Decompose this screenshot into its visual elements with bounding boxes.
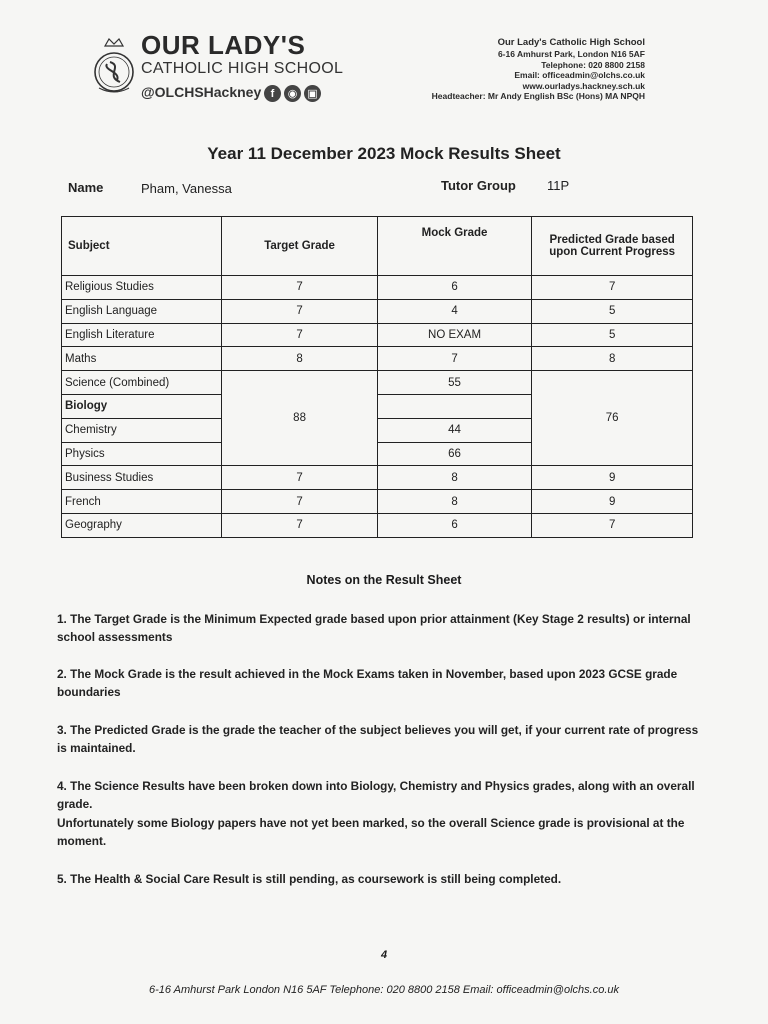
- note-2: 2. The Mock Grade is the result achieved in the Mock Exams taken in November, based upon 2023 GCSE grade boundaries: [57, 667, 678, 699]
- contact-block: [432, 36, 645, 102]
- instagram-icon: ▣: [304, 85, 321, 102]
- table-row: [62, 276, 693, 300]
- subject-cell: Religious Studies: [62, 276, 222, 300]
- subject-cell: Maths: [62, 347, 222, 371]
- subject-cell: Chemistry: [62, 418, 222, 442]
- subject-cell: English Literature: [62, 323, 222, 347]
- mock-grade-cell: 4: [377, 299, 531, 323]
- note-1: 1. The Target Grade is the Minimum Expected grade based upon prior attainment (Key Stage 2 results) or internal school assessments: [57, 612, 691, 644]
- predicted-grade-cell: 9: [532, 466, 693, 490]
- target-grade-cell: 7: [222, 490, 377, 514]
- table-row: [62, 323, 693, 347]
- note-4: 4. The Science Results have been broken down into Biology, Chemistry and Physics grades, along with an overall grade.: [57, 779, 695, 811]
- social-icons: [264, 85, 321, 102]
- table-row: [62, 371, 693, 395]
- footer-address: 6-16 Amhurst Park London N16 5AF Telephone: 020 8800 2158 Email: officeadmin@olchs.co.uk: [149, 984, 619, 996]
- target-grade-cell: 7: [222, 513, 377, 537]
- predicted-grade-cell: 9: [532, 490, 693, 514]
- predicted-grade-cell: 8: [532, 347, 693, 371]
- predicted-grade-cell: 7: [532, 513, 693, 537]
- science-target-grade-cell: 88: [222, 371, 377, 466]
- mock-grade-cell: 8: [377, 466, 531, 490]
- note-4-continued: Unfortunately some Biology papers have not yet been marked, so the overall Science grade is provisional at the moment.: [57, 816, 685, 848]
- mock-grade-cell: 66: [377, 442, 531, 466]
- subject-cell: Science (Combined): [62, 371, 222, 395]
- table-header-row: [62, 217, 693, 276]
- table-row: [62, 490, 693, 514]
- student-name: Pham, Vanessa: [141, 181, 232, 196]
- target-grade-cell: 7: [222, 323, 377, 347]
- mock-grade-cell: 8: [377, 490, 531, 514]
- social-handle: @OLCHSHackney: [141, 84, 262, 100]
- table-row: [62, 466, 693, 490]
- page-number: 4: [380, 949, 388, 961]
- subject-cell: Geography: [62, 513, 222, 537]
- header-subject: Subject: [62, 217, 222, 276]
- mock-grade-cell: 55: [377, 371, 531, 395]
- subject-cell: Biology: [62, 394, 222, 418]
- table-row: [62, 347, 693, 371]
- target-grade-cell: 7: [222, 299, 377, 323]
- mock-grade-cell: 7: [377, 347, 531, 371]
- predicted-grade-cell: 5: [532, 323, 693, 347]
- science-predicted-grade-cell: 76: [532, 371, 693, 466]
- target-grade-cell: 8: [222, 347, 377, 371]
- school-subtitle: CATHOLIC HIGH SCHOOL: [141, 60, 344, 77]
- predicted-grade-cell: 7: [532, 276, 693, 300]
- subject-cell: Business Studies: [62, 466, 222, 490]
- mock-grade-cell: 6: [377, 276, 531, 300]
- contact-website: www.ourladys.hackney.sch.uk: [522, 80, 645, 91]
- facebook-icon: f: [264, 85, 281, 102]
- table-row: [62, 299, 693, 323]
- header-mock-grade: Mock Grade: [377, 217, 531, 276]
- twitter-icon: ◉: [284, 85, 301, 102]
- subject-cell: French: [62, 490, 222, 514]
- target-grade-cell: 7: [222, 276, 377, 300]
- header-target-grade: Target Grade: [222, 217, 377, 276]
- note-3: 3. The Predicted Grade is the grade the teacher of the subject believes you will get, if your current rate of progress is maintained.: [57, 723, 699, 755]
- subject-cell: Physics: [62, 442, 222, 466]
- results-table: [61, 216, 693, 538]
- tutor-group-value: 11P: [547, 178, 570, 193]
- mock-grade-cell: NO EXAM: [377, 323, 531, 347]
- table-row: [62, 513, 693, 537]
- school-name: OUR LADY'S: [141, 30, 306, 60]
- contact-school-name: Our Lady's Catholic High School: [497, 37, 645, 48]
- subject-cell: English Language: [62, 299, 222, 323]
- tutor-group-label: Tutor Group: [441, 178, 516, 193]
- target-grade-cell: 7: [222, 466, 377, 490]
- note-5: 5. The Health & Social Care Result is still pending, as coursework is still being completed.: [57, 872, 562, 886]
- mock-grade-cell: 44: [377, 418, 531, 442]
- page-title: Year 11 December 2023 Mock Results Sheet: [207, 144, 561, 163]
- header-predicted-grade: Predicted Grade based upon Current Progress: [532, 217, 693, 276]
- school-crest-logo: [93, 36, 135, 106]
- mock-grade-cell: [377, 394, 531, 418]
- predicted-grade-cell: 5: [532, 299, 693, 323]
- mock-grade-cell: 6: [377, 513, 531, 537]
- contact-headteacher: Headteacher: Mr Andy English BSc (Hons) MA NPQH: [431, 91, 645, 102]
- name-label: Name: [68, 180, 104, 195]
- notes-title: Notes on the Result Sheet: [306, 573, 462, 587]
- contact-address: 6-16 Amhurst Park, London N16 5AF: [497, 49, 645, 59]
- contact-email: Email: officeadmin@olchs.co.uk: [514, 70, 645, 81]
- contact-telephone: Telephone: 020 8800 2158: [541, 59, 645, 70]
